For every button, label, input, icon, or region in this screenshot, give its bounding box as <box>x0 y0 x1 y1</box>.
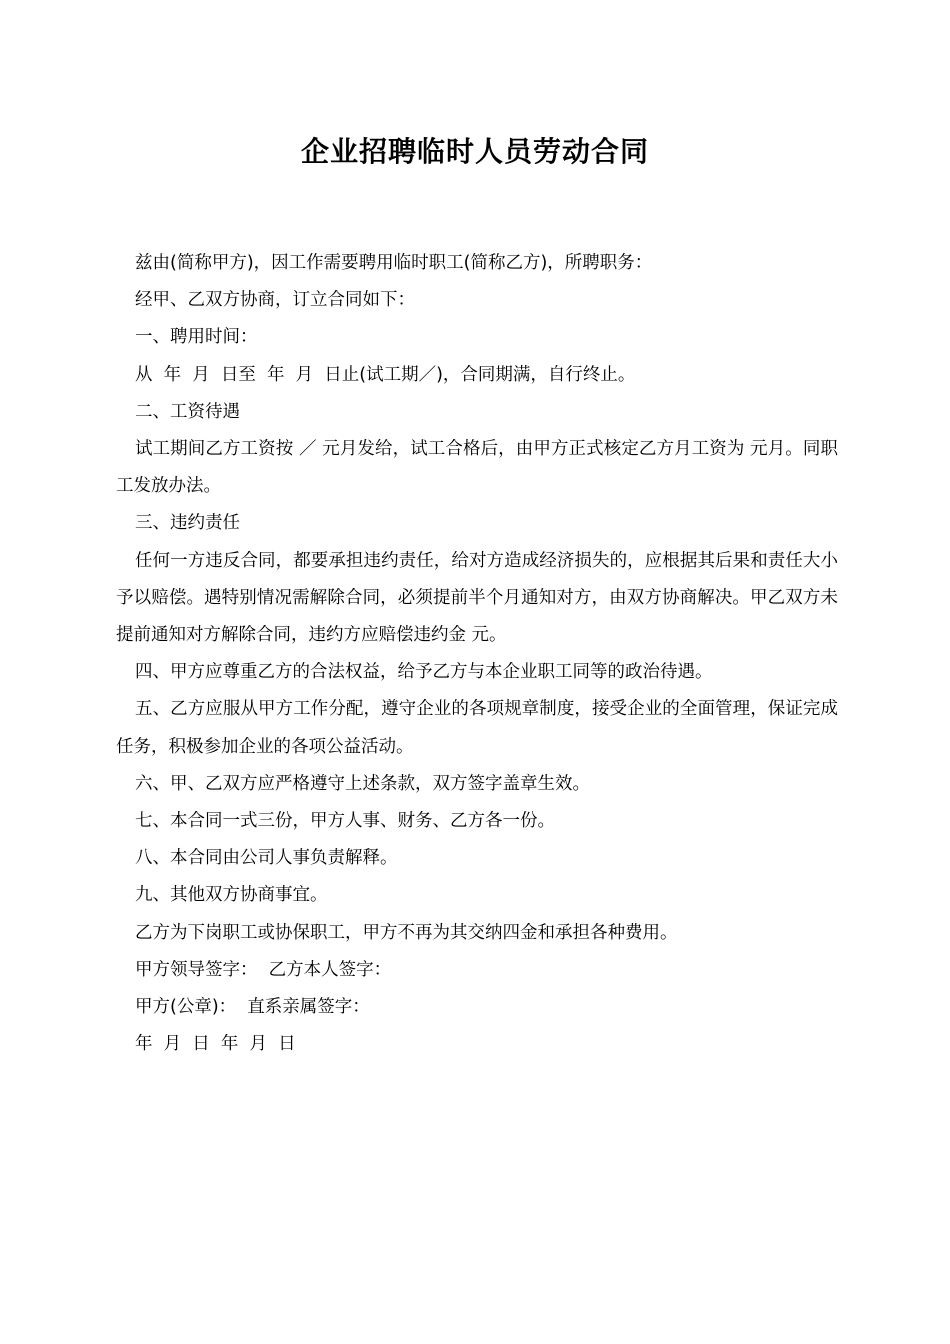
agreement-line: 经甲、乙双方协商，订立合同如下： <box>135 290 415 311</box>
clause-five: 五、乙方应服从甲方工作分配，遵守企业的各项规章制度，接受企业的全面管理，保证完成任务，积极参加企业的各项公益活动。 <box>116 699 838 757</box>
term-dates-line: 从 年 月 日至 年 月 日止(试工期／)，合同期满，自行终止。 <box>135 364 636 385</box>
clause-six: 六、甲、乙双方应严格遵守上述条款，双方签字盖章生效。 <box>135 773 590 794</box>
clause-seven: 七、本合同一式三份，甲方人事、财务、乙方各一份。 <box>135 811 555 832</box>
section-heading-wages: 二、工资待遇 <box>135 401 240 422</box>
laid-off-note: 乙方为下岗职工或协保职工，甲方不再为其交纳四金和承担各种费用。 <box>135 922 678 943</box>
section-heading-liability: 三、违约责任 <box>135 513 240 534</box>
liability-paragraph: 任何一方违反合同，都要承担违约责任，给对方造成经济损失的，应根据其后果和责任大小予以赔偿。遇特别情况需解除合同，必须提前半个月通知对方，由双方协商解决。甲乙双方未提前通知对方解除合同，违约方应赔偿违约金 元。 <box>116 550 838 646</box>
date-line: 年 月 日 年 月 日 <box>135 1034 296 1055</box>
clause-four: 四、甲方应尊重乙方的合法权益，给予乙方与本企业职工同等的政治待遇。 <box>135 662 713 683</box>
contract-body <box>116 245 838 1063</box>
clause-eight: 八、本合同由公司人事负责解释。 <box>135 848 398 869</box>
intro-line: 兹由(简称甲方)，因工作需要聘用临时职工(简称乙方)，所聘职务： <box>135 253 653 273</box>
signature-line-1: 甲方领导签字： 乙方本人签字： <box>135 959 392 980</box>
wages-paragraph: 试工期间乙方工资按 ／ 元月发给，试工合格后，由甲方正式核定乙方月工资为 元月。同职工发放办法。 <box>116 439 838 497</box>
section-heading-term: 一、聘用时间： <box>135 327 258 348</box>
document-title: 企业招聘临时人员劳动合同 <box>300 135 649 168</box>
clause-nine: 九、其他双方协商事宜。 <box>135 885 328 906</box>
signature-line-2: 甲方(公章)： 直系亲属签字： <box>135 997 370 1018</box>
